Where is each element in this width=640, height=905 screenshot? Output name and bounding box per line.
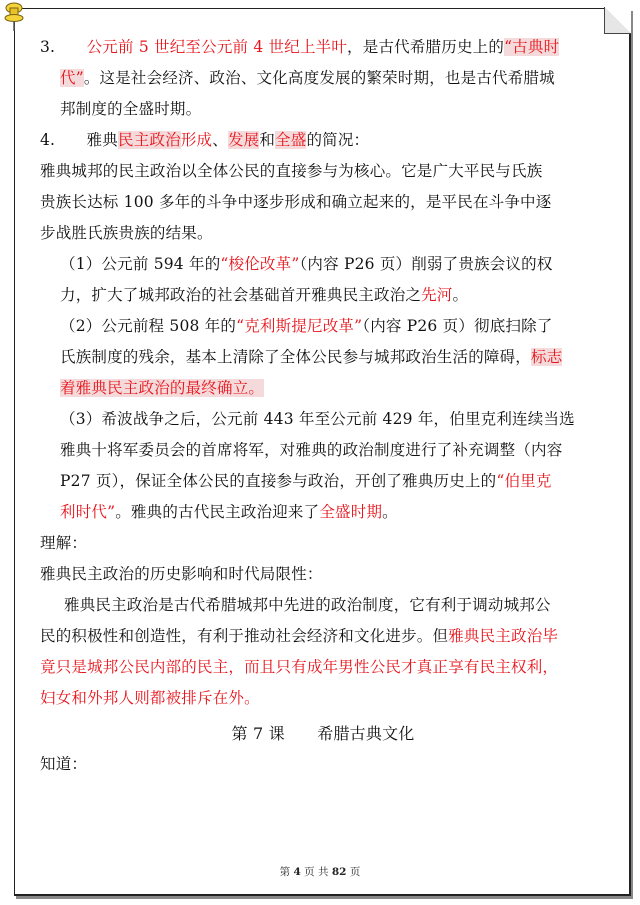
highlighted-term: 标志 [531,348,563,366]
solon-reform-line-1: （1）公元前 594 年的“梭伦改革”（内容 P26 页）削弱了贵族会议的权 [60,255,553,273]
pushpin-icon [2,2,26,32]
document-body [40,32,606,780]
item-3-line-3: 邦制度的全盛时期。 [60,100,202,118]
highlighted-term: “古典时 [504,38,560,56]
impact-line-4: 妇女和外邦人则都被排斥在外。 [40,689,260,707]
highlighted-term: 代” [60,69,84,87]
pericles-line-4: 利时代”。雅典的古代民主政治迎来了全盛时期。 [60,503,398,521]
intro-line-1: 雅典城邦的民主政治以全体公民的直接参与为核心。它是广大平民与氏族 [40,162,543,180]
page-footer: 第 4 页 共 82 页 [279,866,361,878]
impact-title: 雅典民主政治的历史影响和时代局限性： [40,565,323,583]
red-text: 先河 [421,286,453,304]
cleisthenes-reform-line-3 [40,373,606,404]
cleisthenes-reform-line-2: 氏族制度的残余，基本上清除了全体公民参与城邦政治生活的障碍，标志 [60,348,563,366]
item-3-line-2: 代”。这是社会经济、政治、文化高度发展的繁荣时期，也是古代希腊城 [60,69,555,87]
pericles-line-3: P27 页），保证全体公民的直接参与政治，开创了雅典历史上的“伯里克 [60,472,552,490]
highlighted-term: 全盛 [275,131,307,149]
know-label: 知道： [40,755,88,773]
understand-label: 理解： [40,534,88,552]
red-text: “梭伦改革” [220,255,300,273]
impact-line-2: 民的积极性和创造性，有利于推动社会经济和文化进步。但雅典民主政治毕 [40,627,559,645]
pericles-line-1: （3）希波战争之后，公元前 443 年至公元前 429 年，伯里克利连续当选 [60,410,575,428]
item-4-heading: 4. 雅典民主政治形成、发展和全盛的简况： [40,131,370,149]
red-text: 公元前 5 世纪至公元前 4 世纪上半叶 [86,38,348,56]
pericles-line-2: 雅典十将军委员会的首席将军，对雅典的政治制度进行了补充调整（内容 [60,441,563,459]
red-text: “伯里克 [496,472,552,490]
red-text: 利时代” [60,503,116,521]
impact-line-3: 竟只是城邦公民内部的民主，而且只有成年男性公民才真正享有民主权利， [40,658,559,676]
red-text: “克利斯提尼改革” [236,317,363,335]
total-pages: 82 [331,866,347,878]
red-text: 雅典民主政治毕 [448,627,559,645]
lesson-title: 第 7 课 希腊古典文化 [231,724,415,743]
highlighted-term: 着雅典民主政治的最终确立。 [60,379,265,397]
item-3-line-1: 3. 公元前 5 世纪至公元前 4 世纪上半叶，是古代希腊历史上的“古典时 [40,38,560,56]
highlighted-term: 发展 [227,131,260,149]
intro-line-2: 贵族长达标 100 多年的斗争中逐步形成和确立起来的，是平民在斗争中逐 [40,193,552,211]
impact-line-1: 雅典民主政治是古代希腊城邦中先进的政治制度，它有利于调动城邦公 [64,596,551,614]
intro-line-3: 步战胜氏族贵族的结果。 [40,224,213,242]
solon-reform-line-2: 力，扩大了城邦政治的社会基础首开雅典民主政治之先河。 [60,286,469,304]
cleisthenes-reform-line-1: （2）公元前程 508 年的“克利斯提尼改革”（内容 P26 页）彻底扫除了 [60,317,553,335]
highlighted-term: 民主政治 [118,131,181,149]
page-number: 4 [293,866,301,878]
page-corner-fold [604,7,631,34]
red-text: 全盛时期 [319,503,383,521]
